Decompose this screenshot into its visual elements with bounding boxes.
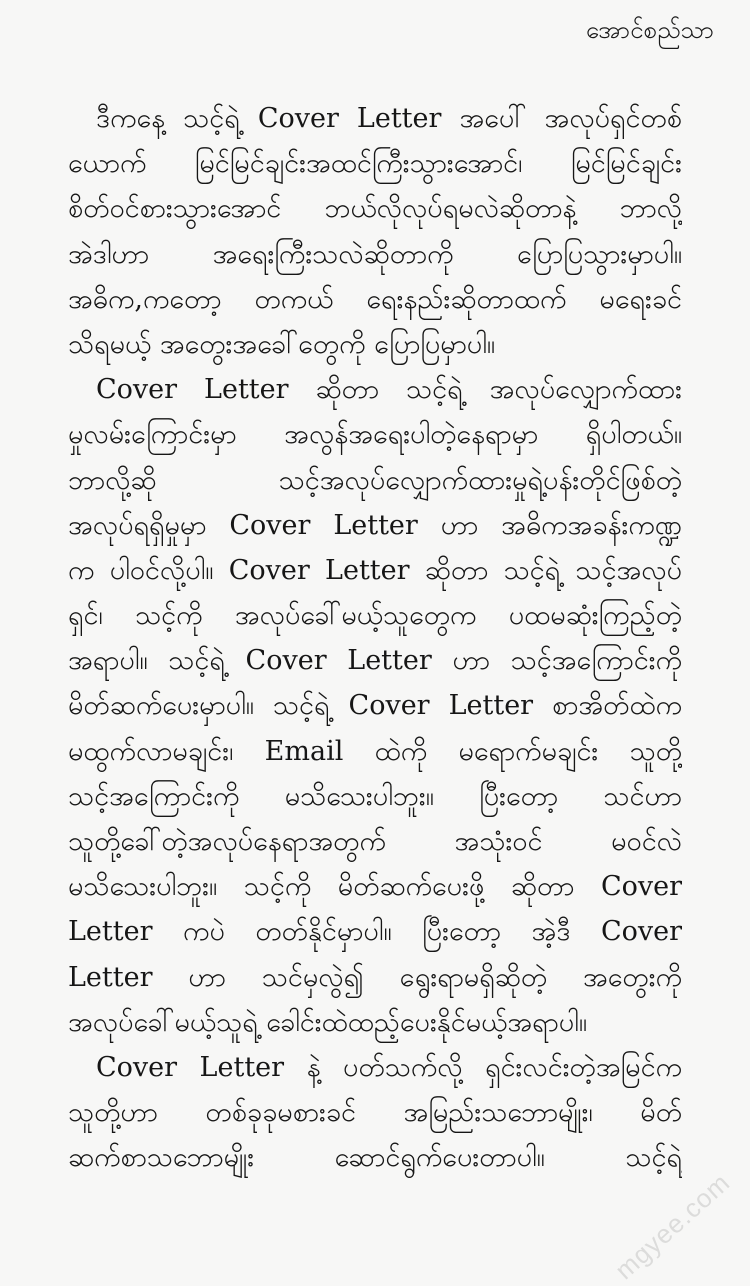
text-line: Cover Letter ဆိုတာ သင့်ရဲ့ အလုပ်လျှောက်ထား: [96, 374, 682, 406]
paragraph-2: [68, 367, 682, 1045]
text-line: အရာပါ။ သင့်ရဲ့ Cover Letter ဟာ သင့်အကြောင်းကို: [68, 645, 682, 677]
text-line: မထွက်လာမချင်း၊ Email ထဲကို မရောက်မချင်း သူတို့: [68, 735, 682, 767]
text-line: စိတ်ဝင်စားသွားအောင် ဘယ်လိုလုပ်ရမလဲဆိုတာနဲ့ ဘာလို့: [68, 193, 682, 225]
text-line: အဲဒါဟာ အရေးကြီးသလဲဆိုတာကို ပြောပြသွားမှာပါ။: [68, 238, 682, 270]
text-line: မိတ်ဆက်ပေးမှာပါ။ သင့်ရဲ့ Cover Letter စာအိတ်ထဲက: [68, 690, 682, 722]
watermark: mgyee.com: [608, 1166, 736, 1286]
text-line: ဒီကနေ့ သင့်ရဲ့ Cover Letter အပေါ် အလုပ်ရှင်တစ်: [96, 103, 682, 134]
text-line: အလုပ်ခေါ်မယ့်သူရဲ့ ခေါင်းထဲထည့်ပေးနိုင်မယ့်အရာပါ။: [68, 1006, 587, 1038]
text-line: အဓိက,ကတော့ တကယ် ရေးနည်းဆိုတာထက် မရေးခင်: [68, 283, 682, 315]
text-line: Cover Letter နဲ့ ပတ်သက်လို့ ရှင်းလင်းတဲ့အမြင်က: [96, 1051, 682, 1083]
text-line: Letter ဟာ သင်မှလွဲ၍ ရွေးရာမရှိဆိုတဲ့ အတွေးကို: [68, 961, 682, 993]
body-text: [68, 96, 682, 1181]
paragraph-3: [68, 1045, 682, 1181]
text-line: ဘာလို့ဆို သင့်အလုပ်လျှောက်ထားမှုရဲ့ပန်းတိုင်ဖြစ်တဲ့: [68, 464, 682, 496]
running-header: အောင်စည်သာ: [585, 16, 714, 44]
text-line: မသိသေးပါဘူး။ သင့်ကို မိတ်ဆက်ပေးဖို့ ဆိုတာ Cover: [68, 871, 682, 903]
text-line: သူတို့ခေါ်တဲ့အလုပ်နေရာအတွက် အသုံးဝင် မဝင်လဲ: [68, 826, 682, 857]
text-line: ရှင်၊ သင့်ကို အလုပ်ခေါ်မယ့်သူတွေက ပထမဆုံးကြည့်တဲ့: [68, 600, 682, 632]
text-line: သင့်အကြောင်းကို မသိသေးပါဘူး။ ပြီးတော့ သင်ဟာ: [68, 780, 682, 812]
text-line: က ပါဝင်လို့ပါ။ Cover Letter ဆိုတာ သင့်ရဲ့ သင့်အလုပ်: [68, 554, 682, 586]
text-line: ဆက်စာသဘောမျိုး ဆောင်ရွက်ပေးတာပါ။ သင့်ရဲ့: [68, 1142, 682, 1174]
text-line: မှုလမ်းကြောင်းမှာ အလွန်အရေးပါတဲ့နေရာမှာ ရှိပါတယ်။: [68, 419, 682, 451]
paragraph-1: [68, 96, 682, 367]
text-line: Letter ကပဲ တတ်နိုင်မှာပါ။ ပြီးတော့ အဲ့ဒီ Cover: [68, 916, 682, 948]
text-line: သူတို့ဟာ တစ်ခုခုမစားခင် အမြည်းသဘောမျိုး၊ မိတ်: [68, 1097, 682, 1129]
text-line: သိရမယ့် အတွေးအခေါ်တွေကို ပြောပြမှာပါ။: [68, 328, 496, 360]
text-line: ယောက် မြင်မြင်ချင်းအထင်ကြီးသွားအောင်၊ မြင်မြင်ချင်း: [68, 148, 682, 180]
text-line: အလုပ်ရရှိမှုမှာ Cover Letter ဟာ အဓိကအခန်းကဏ္ဍ: [68, 509, 682, 541]
